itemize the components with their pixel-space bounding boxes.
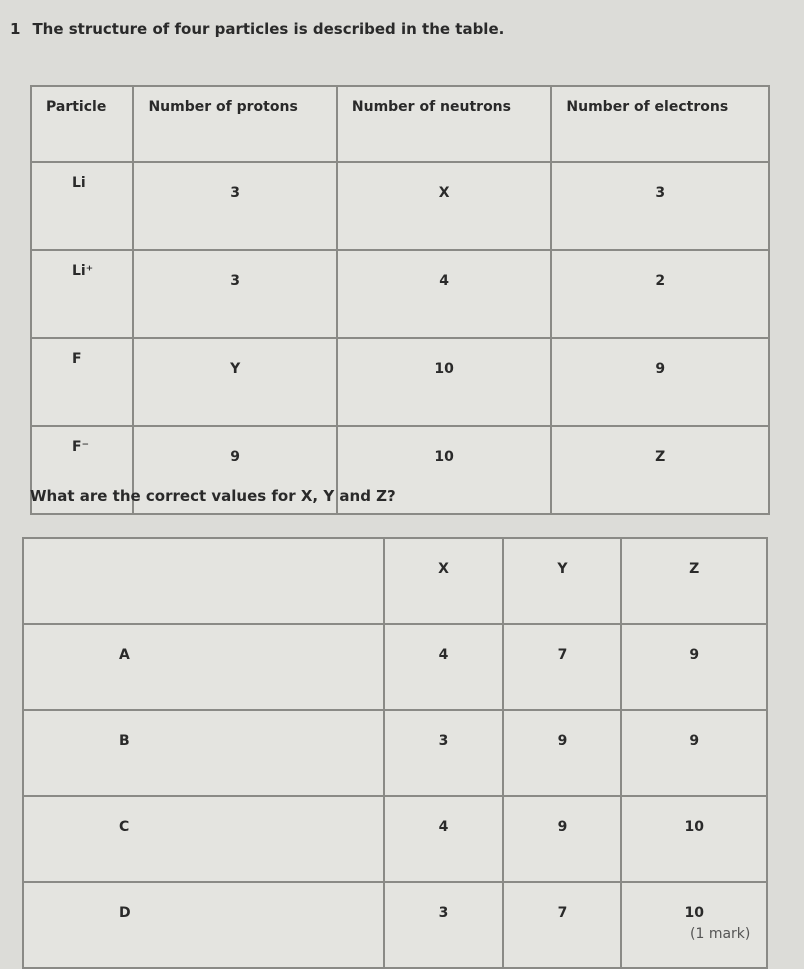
y-cell: 7 — [503, 624, 621, 710]
z-cell: 9 — [621, 624, 767, 710]
particle-cell: F — [31, 338, 133, 426]
particle-cell: Li — [31, 162, 133, 250]
z-cell: 9 — [621, 710, 767, 796]
option-letter: C — [23, 796, 384, 882]
protons-cell: 9 — [133, 426, 336, 514]
header-cell: Number of neutrons — [337, 86, 552, 162]
option-letter: D — [23, 882, 384, 968]
header-cell — [23, 538, 384, 624]
table-header-row — [31, 86, 769, 162]
table-row — [31, 338, 769, 426]
options-table — [22, 537, 768, 969]
neutrons-cell: 10 — [337, 426, 552, 514]
electrons-cell: 2 — [551, 250, 769, 338]
particle-cell: F⁻ — [31, 426, 133, 514]
electrons-cell: 9 — [551, 338, 769, 426]
header-cell: Particle — [31, 86, 133, 162]
header-cell: Z — [621, 538, 767, 624]
z-cell: 10 — [621, 882, 767, 968]
z-cell: 10 — [621, 796, 767, 882]
protons-cell: 3 — [133, 162, 336, 250]
protons-cell: Y — [133, 338, 336, 426]
electrons-cell: Z — [551, 426, 769, 514]
header-cell: X — [384, 538, 504, 624]
neutrons-cell: X — [337, 162, 552, 250]
option-letter: B — [23, 710, 384, 796]
y-cell: 9 — [503, 796, 621, 882]
option-row-d[interactable] — [23, 882, 767, 968]
neutrons-cell: 10 — [337, 338, 552, 426]
header-cell: Y — [503, 538, 621, 624]
y-cell: 7 — [503, 882, 621, 968]
option-row-c[interactable] — [23, 796, 767, 882]
mark-allocation: (1 mark) — [690, 926, 751, 942]
particle-table — [30, 85, 770, 515]
table-row — [31, 250, 769, 338]
x-cell: 4 — [384, 796, 504, 882]
x-cell: 3 — [384, 882, 504, 968]
table-header-row — [23, 538, 767, 624]
option-letter: A — [23, 624, 384, 710]
x-cell: 4 — [384, 624, 504, 710]
header-cell: Number of electrons — [551, 86, 769, 162]
question-prompt: What are the correct values for X, Y and Z? — [30, 487, 396, 505]
y-cell: 9 — [503, 710, 621, 796]
header-cell: Number of protons — [133, 86, 336, 162]
neutrons-cell: 4 — [337, 250, 552, 338]
option-row-a[interactable] — [23, 624, 767, 710]
x-cell: 3 — [384, 710, 504, 796]
protons-cell: 3 — [133, 250, 336, 338]
question-number: 1 — [10, 20, 21, 38]
question-stem — [10, 20, 504, 38]
electrons-cell: 3 — [551, 162, 769, 250]
table-row — [31, 162, 769, 250]
particle-cell: Li⁺ — [31, 250, 133, 338]
option-row-b[interactable] — [23, 710, 767, 796]
question-text: The structure of four particles is described in the table. — [32, 20, 505, 38]
